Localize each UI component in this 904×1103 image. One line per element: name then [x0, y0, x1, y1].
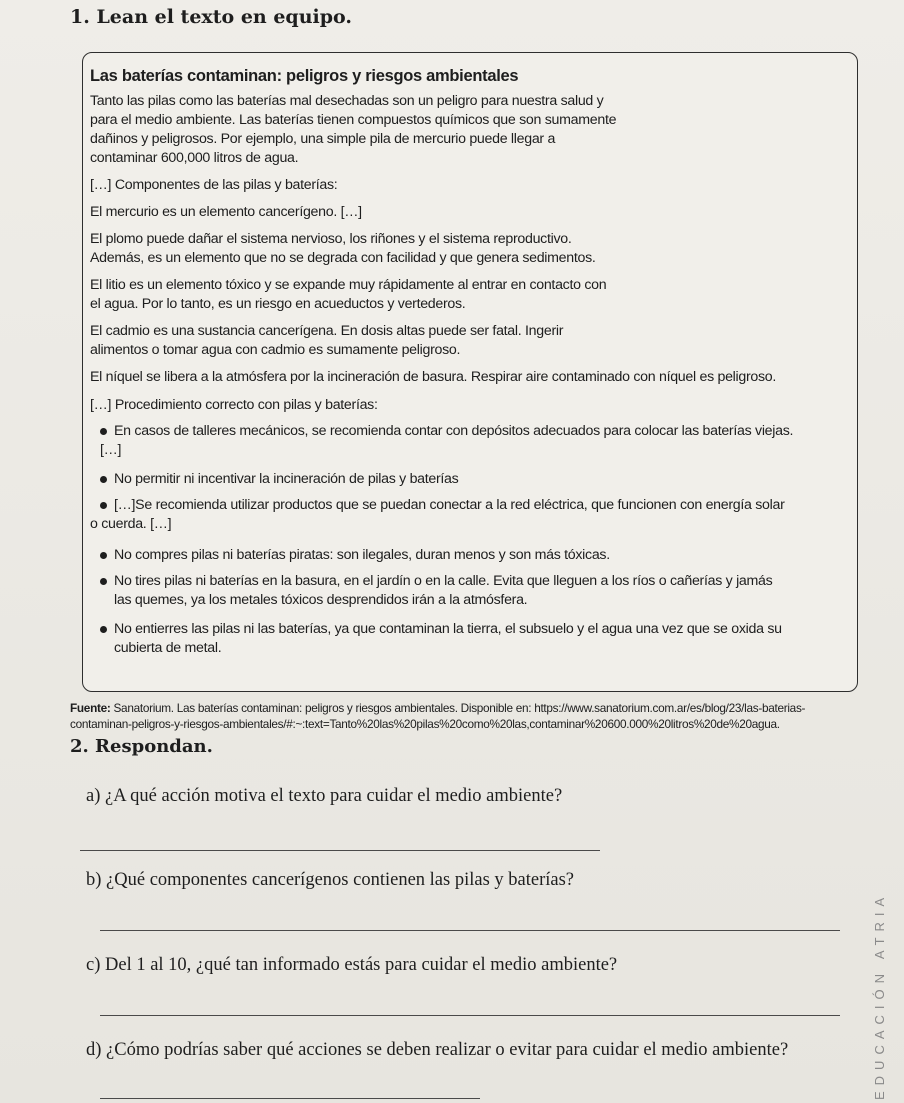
bullet-icon [100, 552, 107, 559]
procedure-heading: […] Procedimiento correcto con pilas y baterías: [90, 397, 378, 413]
list-item-line-1: No compres pilas ni baterías piratas: son ilegales, duran menos y son más tóxicas. [114, 547, 610, 563]
intro-line-2: para el medio ambiente. Las baterías tienen compuestos químicos que son sumamente [90, 112, 617, 128]
article-title: Las baterías contaminan: peligros y riesgos ambientales [90, 67, 519, 85]
subquestion-c: c) Del 1 al 10, ¿qué tan informado estás para cuidar el medio ambiente? [86, 955, 618, 975]
source-line-1: Sanatorium. Las baterías contaminan: peligros y riesgos ambientales. Disponible en: https://www.sanatorium.com.ar/es/blog/23/las-baterias- [113, 701, 806, 715]
source-label: Fuente: [70, 701, 111, 715]
bullet-icon [100, 428, 107, 435]
subquestion-a: a) ¿A qué acción motiva el texto para cuidar el medio ambiente? [86, 786, 563, 806]
list-item-line-2: las quemes, ya los metales tóxicos desprendidos irán a la atmósfera. [114, 592, 528, 608]
answer-line-a[interactable] [80, 850, 600, 851]
subquestion-d: d) ¿Cómo podrías saber qué acciones se deben realizar o evitar para cuidar el medio ambiente? [86, 1040, 789, 1060]
list-item-line-2: cubierta de metal. [114, 640, 222, 656]
mercury-paragraph: El mercurio es un elemento cancerígeno. […] [90, 204, 362, 220]
nickel-paragraph: El níquel se libera a la atmósfera por la incineración de basura. Respirar aire contaminado con níquel es peligroso. [90, 369, 777, 385]
list-item-line-1: No permitir ni incentivar la incineración de pilas y baterías [114, 471, 459, 487]
intro-line-3: dañinos y peligrosos. Por ejemplo, una simple pila de mercurio puede llegar a [90, 131, 556, 147]
bullet-icon [100, 502, 107, 509]
lead-line-1: El plomo puede dañar el sistema nervioso, los riñones y el sistema reproductivo. [90, 231, 572, 247]
list-item-line-1: […]Se recomienda utilizar productos que se puedan conectar a la red eléctrica, que funcionen con energía solar [114, 497, 785, 513]
answer-line-c[interactable] [100, 1015, 840, 1016]
source-line-2: contaminan-peligros-y-riesgos-ambientales/#:~:text=Tanto%20las%20pilas%20como%20las,contaminar%20600.000%20litros%20de%20agua. [70, 717, 780, 731]
answer-line-d[interactable] [100, 1098, 480, 1099]
list-item-line-2: o cuerda. […] [90, 516, 172, 532]
lithium-line-1: El litio es un elemento tóxico y se expande muy rápidamente al entrar en contacto con [90, 277, 607, 293]
intro-line-4: contaminar 600,000 litros de agua. [90, 150, 299, 166]
bullet-icon [100, 626, 107, 633]
list-item-line-1: En casos de talleres mecánicos, se recomienda contar con depósitos adecuados para colocar las baterías viejas. [114, 423, 794, 439]
lead-line-2: Además, es un elemento que no se degrada con facilidad y que genera sedimentos. [90, 250, 596, 266]
source-citation [70, 700, 850, 732]
bullet-icon [100, 476, 107, 483]
answer-line-b[interactable] [100, 930, 840, 931]
list-item-line-1: No entierres las pilas ni las baterías, ya que contaminan la tierra, el subsuelo y el agua una vez que se oxida su [114, 621, 782, 637]
list-item-line-1: No tires pilas ni baterías en la basura, en el jardín o en la calle. Evita que lleguen a los ríos o cañerías y jamás [114, 573, 773, 589]
components-heading: […] Componentes de las pilas y baterías: [90, 177, 338, 193]
cadmium-line-2: alimentos o tomar agua con cadmio es sumamente peligroso. [90, 342, 461, 358]
publisher-side-label: EDUCACIÓN ATRIA [872, 891, 887, 1100]
question-2-heading: 2. Respondan. [70, 736, 213, 757]
subquestion-b: b) ¿Qué componentes cancerígenos contienen las pilas y baterías? [86, 870, 575, 890]
cadmium-line-1: El cadmio es una sustancia cancerígena. En dosis altas puede ser fatal. Ingerir [90, 323, 564, 339]
intro-line-1: Tanto las pilas como las baterías mal desechadas son un peligro para nuestra salud y [90, 93, 604, 109]
question-1-heading: 1. Lean el texto en equipo. [70, 6, 352, 28]
list-item-line-2: […] [100, 442, 122, 458]
lithium-line-2: el agua. Por lo tanto, es un riesgo en acueductos y vertederos. [90, 296, 466, 312]
bullet-icon [100, 578, 107, 585]
